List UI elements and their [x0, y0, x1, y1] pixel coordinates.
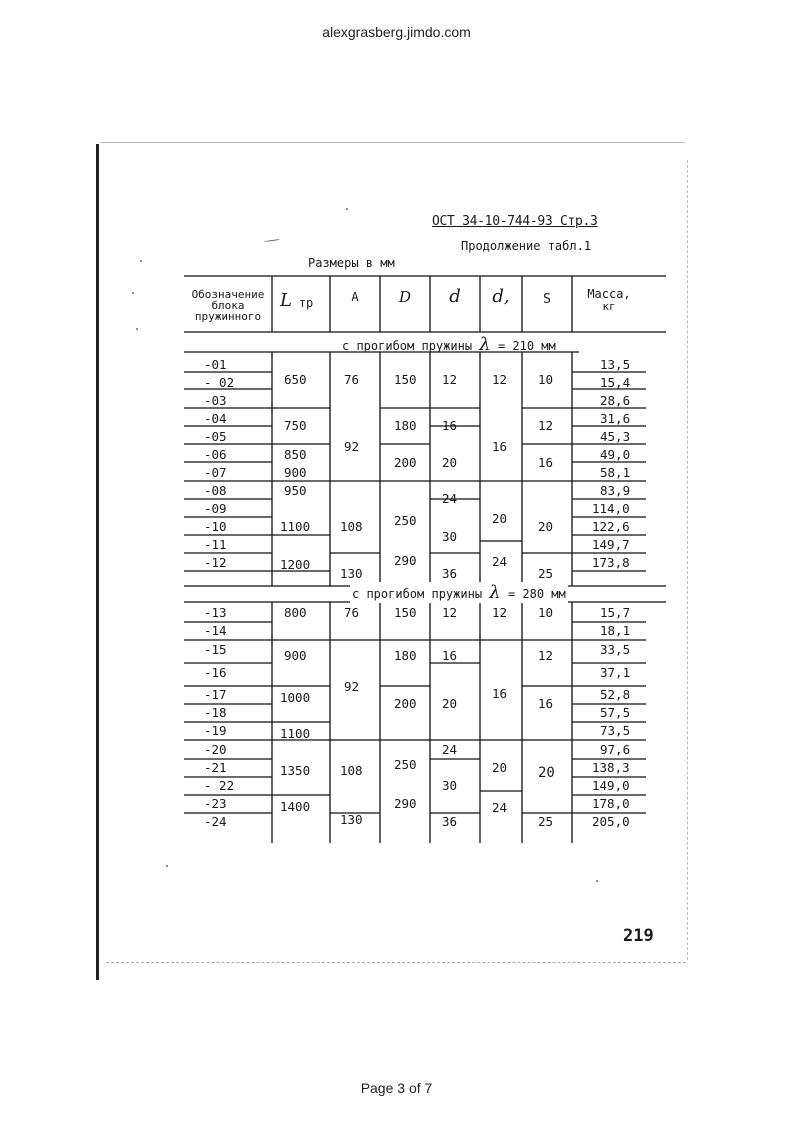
mass-value: 83,9 [600, 483, 631, 498]
site-url: alexgrasberg.jimdo.com [322, 24, 471, 40]
D-value: 180 [394, 418, 417, 433]
spring-block-table [184, 276, 666, 843]
row-designation: -16 [204, 665, 227, 680]
L-value: 1350 [280, 763, 311, 778]
d1-value: 16 [492, 686, 508, 701]
mass-value: 149,7 [592, 537, 630, 552]
A-value: 108 [340, 519, 363, 534]
L-value: 900 [284, 465, 307, 480]
d-value: 16 [442, 648, 458, 663]
L-value: 1000 [280, 690, 311, 705]
mass-value: 73,5 [600, 723, 631, 738]
page-edge-right [687, 160, 688, 960]
row-designation: -14 [204, 623, 227, 638]
d-value: 16 [442, 418, 458, 433]
header-L: L [280, 290, 292, 311]
section-title-280 [350, 582, 568, 603]
mass-value: 149,0 [592, 778, 630, 793]
mass-value: 45,3 [600, 429, 631, 444]
S-value: 16 [538, 696, 554, 711]
row-designation: -11 [204, 537, 227, 552]
header-d1: d, [492, 286, 510, 307]
header-designation-3: пружинного [194, 310, 262, 323]
L-value: 800 [284, 605, 307, 620]
header-mass-2: кг [602, 300, 616, 313]
mass-value: 205,0 [592, 814, 630, 829]
header-d: d [449, 286, 461, 307]
page-edge-bottom [106, 962, 686, 963]
row-designation: -20 [204, 742, 227, 757]
mass-value: 58,1 [600, 465, 631, 480]
L-value: 1100 [280, 519, 311, 534]
d-value: 24 [442, 491, 458, 506]
header-designation-2: блока [211, 299, 245, 312]
scan-speck [166, 865, 168, 867]
S-value: 25 [538, 566, 554, 581]
standard-header: ОСТ 34-10-744-93 Стр.3 [432, 214, 598, 229]
row-designation: -23 [204, 796, 227, 811]
d-value: 20 [442, 696, 458, 711]
D-value: 250 [394, 513, 417, 528]
scan-speck [264, 239, 280, 242]
d-value: 36 [442, 566, 458, 581]
A-value: 130 [340, 566, 363, 581]
table-continuation: Продолжение табл.1 [461, 239, 592, 253]
d1-value: 20 [492, 760, 508, 775]
scan-speck [140, 260, 142, 262]
D-value: 200 [394, 455, 417, 470]
row-designation: -04 [204, 411, 227, 426]
d-value: 24 [442, 742, 458, 757]
S-value: 25 [538, 814, 554, 829]
mass-value: 122,6 [592, 519, 630, 534]
scan-speck [346, 208, 348, 210]
mass-value: 49,0 [600, 447, 631, 462]
row-designation: -19 [204, 723, 227, 738]
row-designation: -06 [204, 447, 227, 462]
row-designation: - 22 [204, 778, 235, 793]
mass-value: 31,6 [600, 411, 631, 426]
section-suffix: = 210 мм [497, 339, 556, 353]
D-value: 290 [394, 553, 417, 568]
d-value: 20 [442, 455, 458, 470]
row-designation: -09 [204, 501, 227, 516]
row-designation: -13 [204, 605, 227, 620]
mass-value: 114,0 [592, 501, 630, 516]
header-designation-1: Обозначение [191, 288, 265, 301]
mass-value: 15,4 [600, 375, 631, 390]
L-value: 1200 [280, 557, 311, 572]
mass-value: 37,1 [600, 665, 631, 680]
mass-value: 18,1 [600, 623, 631, 638]
S-value: 12 [538, 418, 554, 433]
d-value: 36 [442, 814, 458, 829]
mass-value: 28,6 [600, 393, 631, 408]
D-value: 180 [394, 648, 417, 663]
A-value: 92 [344, 439, 360, 454]
row-designation: -10 [204, 519, 227, 534]
D-value: 250 [394, 757, 417, 772]
header-A: А [351, 290, 359, 304]
header-L-sub: тр [298, 296, 314, 310]
d1-value: 16 [492, 439, 508, 454]
header-S: S [543, 292, 551, 307]
S-value: 12 [538, 648, 554, 663]
D-value: 150 [394, 372, 417, 387]
page-edge-left [96, 144, 99, 980]
L-value: 900 [284, 648, 307, 663]
mass-value: 15,7 [600, 605, 631, 620]
mass-value: 33,5 [600, 642, 631, 657]
d-value: 12 [442, 605, 458, 620]
page-indicator: Page 3 of 7 [360, 1080, 433, 1096]
S-value: 20 [538, 519, 554, 534]
A-value: 76 [344, 605, 360, 620]
row-designation: -17 [204, 687, 227, 702]
scan-speck [596, 880, 598, 882]
L-value: 750 [284, 418, 307, 433]
row-designation: - 02 [204, 375, 235, 390]
row-designation: -05 [204, 429, 227, 444]
row-designation: -15 [204, 642, 227, 657]
D-value: 200 [394, 696, 417, 711]
L-value: 650 [284, 372, 307, 387]
row-designation: -18 [204, 705, 227, 720]
d-value: 30 [442, 778, 458, 793]
section-prefix: с прогибом пружины [342, 339, 473, 353]
d-value: 12 [442, 372, 458, 387]
L-value: 850 [284, 447, 307, 462]
mass-value: 178,0 [592, 796, 630, 811]
D-value: 150 [394, 605, 417, 620]
L-value: 1100 [280, 726, 311, 741]
mass-value: 138,3 [592, 760, 630, 775]
section-prefix: с прогибом пружины [352, 587, 483, 601]
section-title-210 [342, 334, 556, 355]
scan-page-number: 219 [623, 926, 654, 946]
scan-speck [132, 292, 134, 294]
units-note: Размеры в мм [308, 256, 395, 270]
row-designation: -03 [204, 393, 227, 408]
d1-value: 12 [492, 372, 508, 387]
page-edge-top [100, 142, 685, 143]
mass-value: 13,5 [600, 357, 631, 372]
mass-value: 57,5 [600, 705, 631, 720]
S-value: 16 [538, 455, 554, 470]
row-designation: -01 [204, 357, 227, 372]
header-mass-1: Масса, [587, 287, 631, 301]
S-value: 20 [538, 765, 555, 781]
S-value: 10 [538, 605, 554, 620]
A-value: 130 [340, 812, 363, 827]
d1-value: 12 [492, 605, 508, 620]
row-designation: -21 [204, 760, 227, 775]
mass-value: 52,8 [600, 687, 631, 702]
d1-value: 20 [492, 511, 508, 526]
mass-value: 97,6 [600, 742, 631, 757]
S-value: 10 [538, 372, 554, 387]
scan-speck [136, 328, 138, 330]
A-value: 92 [344, 679, 360, 694]
header-D: D [398, 288, 412, 306]
row-designation: -24 [204, 814, 227, 829]
row-designation: -07 [204, 465, 227, 480]
lambda-symbol: λ [479, 334, 491, 355]
A-value: 108 [340, 763, 363, 778]
d-value: 30 [442, 529, 458, 544]
d1-value: 24 [492, 800, 508, 815]
scanned-page [96, 140, 688, 982]
section-suffix: = 280 мм [507, 587, 566, 601]
lambda-symbol: λ [489, 582, 501, 603]
L-value: 1400 [280, 799, 311, 814]
A-value: 76 [344, 372, 360, 387]
mass-value: 173,8 [592, 555, 630, 570]
row-designation: -12 [204, 555, 227, 570]
L-value: 950 [284, 483, 307, 498]
row-designation: -08 [204, 483, 227, 498]
d1-value: 24 [492, 554, 508, 569]
D-value: 290 [394, 796, 417, 811]
